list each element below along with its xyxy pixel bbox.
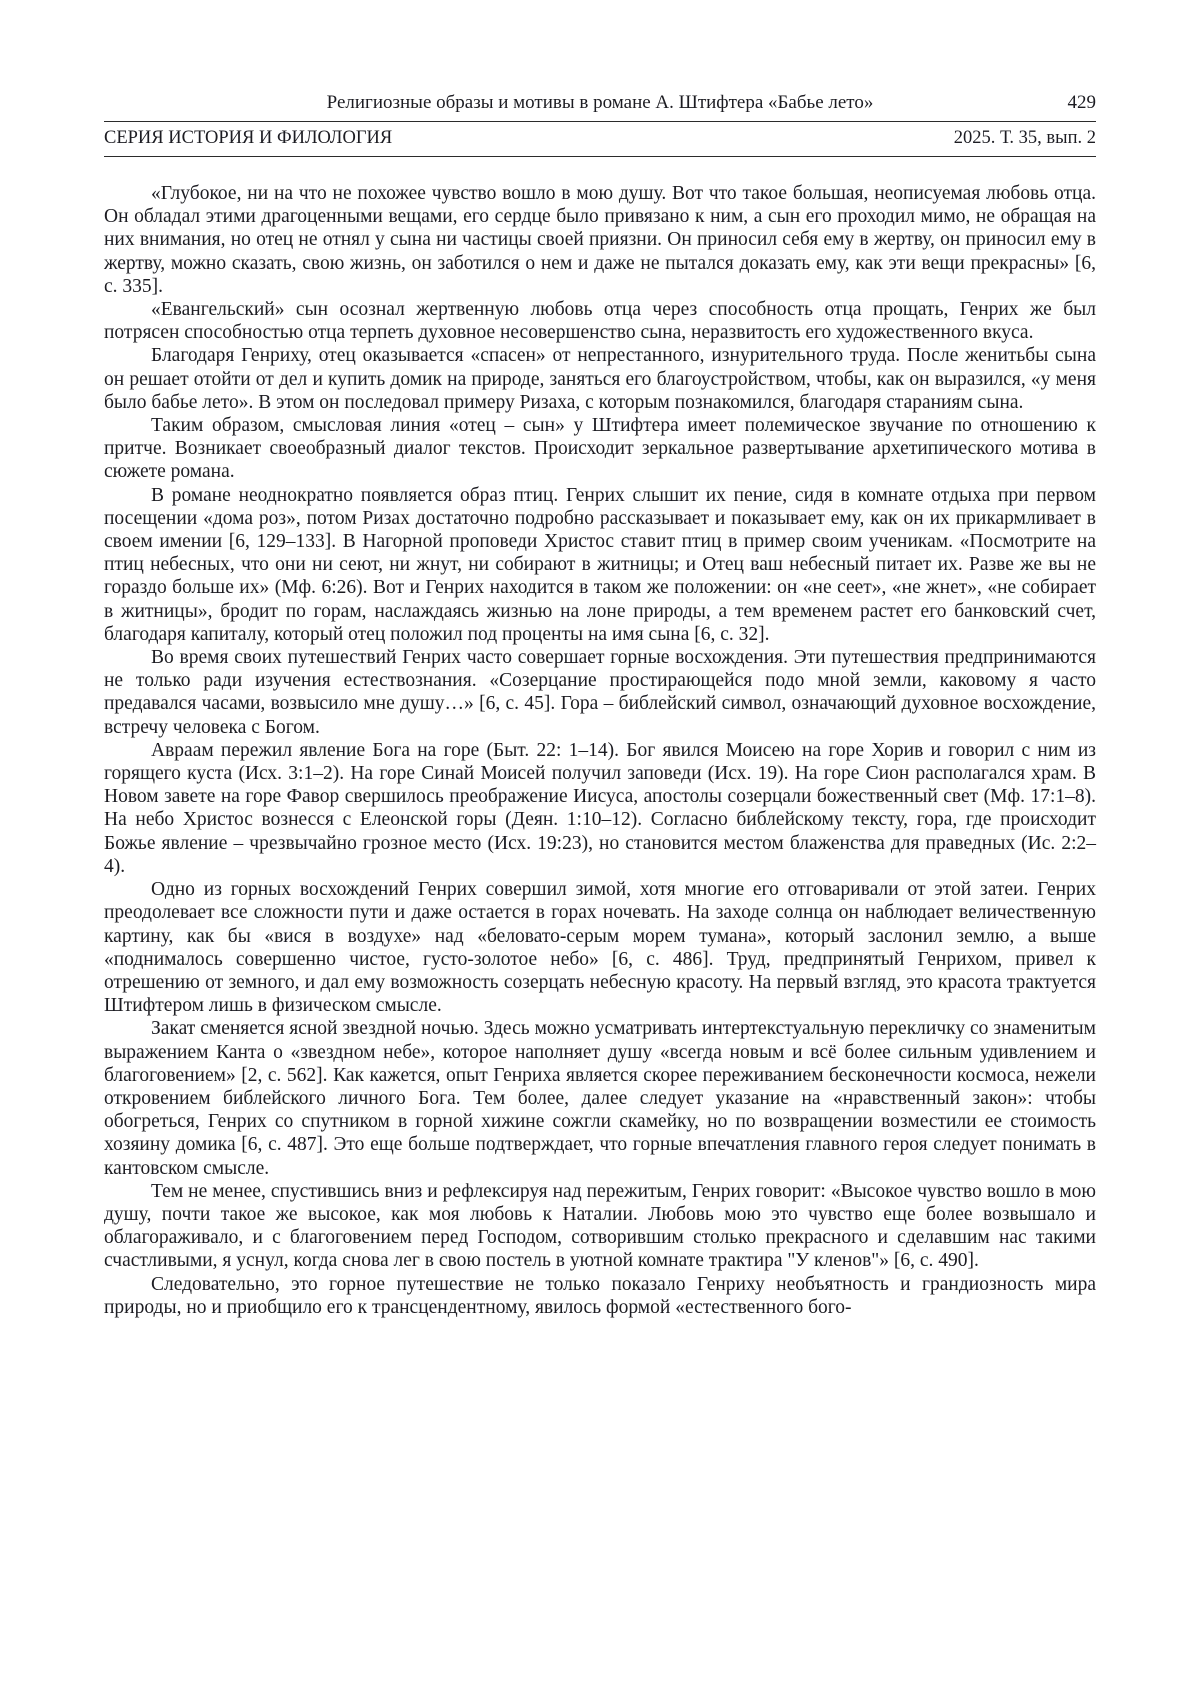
paragraph: В романе неоднократно появляется образ птиц. Генрих слышит их пение, сидя в комнате отдыха при первом посещении «дома роз», потом Ризах достаточно подробно рассказывает и показывает ему, как он их прикармливает в своем имении [6, 129–133]. В Нагорной проповеди Христос ставит птиц в пример своим ученикам. «Посмотрите на птиц небесных, что они ни сеют, ни жнут, ни собирают в житницы; и Отец ваш небесный питает их. Разве же вы не гораздо больше их» (Мф. 6:26). Вот и Генрих находится в таком же положении: он «не сеет», «не жнет», «не собирает в житницы», бродит по горам, наслаждаясь жизнью на лоне природы, а тем временем растет его банковский счет, благодаря капиталу, который отец положил под проценты на имя сына [6, с. 32]. [104, 484, 1096, 645]
paragraph: «Глубокое, ни на что не похожее чувство вошло в мою душу. Вот что такое большая, неописуемая любовь отца. Он обладал этими драгоценными вещами, его сердце было привязано к ним, а сын его проходил мимо, не обращая на них внимания, но отец не отнял у сына ни частицы своей приязни. Он приносил себя ему в жертву, он приносил ему в жертву, можно сказать, свою жизнь, он заботился о нем и даже не пытался доказать ему, как эти вещи прекрасны» [6, с. 335]. [104, 183, 1096, 297]
article-body [104, 182, 1096, 1319]
paragraph: Тем не менее, спустившись вниз и рефлексируя над пережитым, Генрих говорит: «Высокое чувство вошло в мою душу, почти такое же высокое, как моя любовь к Наталии. Любовь мою это чувство еще более возвышало и облагораживало, и с благоговением перед Господом, сотворившим столько прекрасного и сделавшим нас такими счастливыми, я уснул, когда снова лег в свою постель в уютной комнате трактира "У кленов"» [6, с. 490]. [104, 1180, 1096, 1272]
paragraph: Авраам пережил явление Бога на горе (Быт. 22: 1–14). Бог явился Моисею на горе Хорив и говорил с ним из горящего куста (Исх. 3:1–2). На горе Синай Моисей получил заповеди (Исх. 19). На горе Сион располагался храм. В Новом завете на горе Фавор свершилось преображение Иисуса, апостолы созерцали божественный свет (Мф. 17:1–8). На небо Христос вознесся с Елеонской горы (Деян. 1:10–12). Согласно библейскому тексту, гора, где происходит Божье явление – чрезвычайно грозное место (Исх. 19:23), но становится местом блаженства для праведных (Ис. 2:2–4). [104, 739, 1096, 877]
paragraph: Следовательно, это горное путешествие не только показало Генриху необъятность и грандиозность мира природы, но и приобщило его к трансцендентному, явилось формой «естественного бого- [104, 1273, 1096, 1318]
page-header [104, 92, 1096, 157]
series-row [104, 122, 1096, 157]
paragraph: Благодаря Генриху, отец оказывается «спасен» от непрестанного, изнурительного труда. После женитьбы сына он решает отойти от дел и купить домик на природе, заняться его благоустройством, чтобы, как он выразился, «у меня было бабье лето». В этом он последовал примеру Ризаха, с которым познакомился, благодаря стараниям сына. [104, 345, 1096, 413]
paragraph: Одно из горных восхождений Генрих совершил зимой, хотя многие его отговаривали от этой затеи. Генрих преодолевает все сложности пути и даже остается в горах ночевать. На заходе солнца он наблюдает величественную картину, как бы «вися в воздухе» над «беловато-серым морем тумана», который заслонил землю, а выше «поднималось совершенно чистое, густо-золотое небо» [6, с. 486]. Труд, предпринятый Генрихом, привел к отрешению от земного, и дал ему возможность созерцать небесную красоту. На первый взгляд, это красота трактуется Штифтером лишь в физическом смысле. [104, 879, 1096, 1017]
issue-info: 2025. Т. 35, вып. 2 [953, 128, 1096, 148]
running-title: Религиозные образы и мотивы в романе А. Штифтера «Бабье лето» [326, 92, 874, 113]
paragraph: Во время своих путешествий Генрих часто совершает горные восхождения. Эти путешествия предпринимаются не только ради изучения естествознания. «Созерцание простирающейся подо мной земли, каковому я часто предавался часами, возвысило мне душу…» [6, с. 45]. Гора – библейский символ, означающий духовное восхождение, встречу человека с Богом. [104, 647, 1096, 738]
series-title: СЕРИЯ ИСТОРИЯ И ФИЛОЛОГИЯ [104, 128, 393, 148]
page-number: 429 [1067, 92, 1096, 113]
running-head [104, 92, 1096, 122]
paragraph: Таким образом, смысловая линия «отец – сын» у Штифтера имеет полемическое звучание по отношению к притче. Возникает своеобразный диалог текстов. Происходит зеркальное развертывание архетипического мотива в сюжете романа. [104, 415, 1096, 483]
paragraph: «Евангельский» сын осознал жертвенную любовь отца через способность отца прощать, Генрих же был потрясен способностью отца терпеть духовное несовершенство сына, неразвитость его художественного вкуса. [104, 299, 1096, 344]
paragraph: Закат сменяется ясной звездной ночью. Здесь можно усматривать интертекстуальную перекличку со знаменитым выражением Канта о «звездном небе», которое наполняет душу «всегда новым и всё более сильным удивлением и благоговением» [2, с. 562]. Как кажется, опыт Генриха является скорее переживанием бесконечности космоса, нежели откровением библейского личного Бога. Тем более, далее следует указание на «нравственный закон»: чтобы обогреться, Генрих со спутником в горной хижине сожгли скамейку, но по возвращении возместили ее стоимость хозяину домика [6, с. 487]. Это еще больше подтверждает, что горные впечатления главного героя следует понимать в кантовском смысле. [104, 1018, 1096, 1179]
